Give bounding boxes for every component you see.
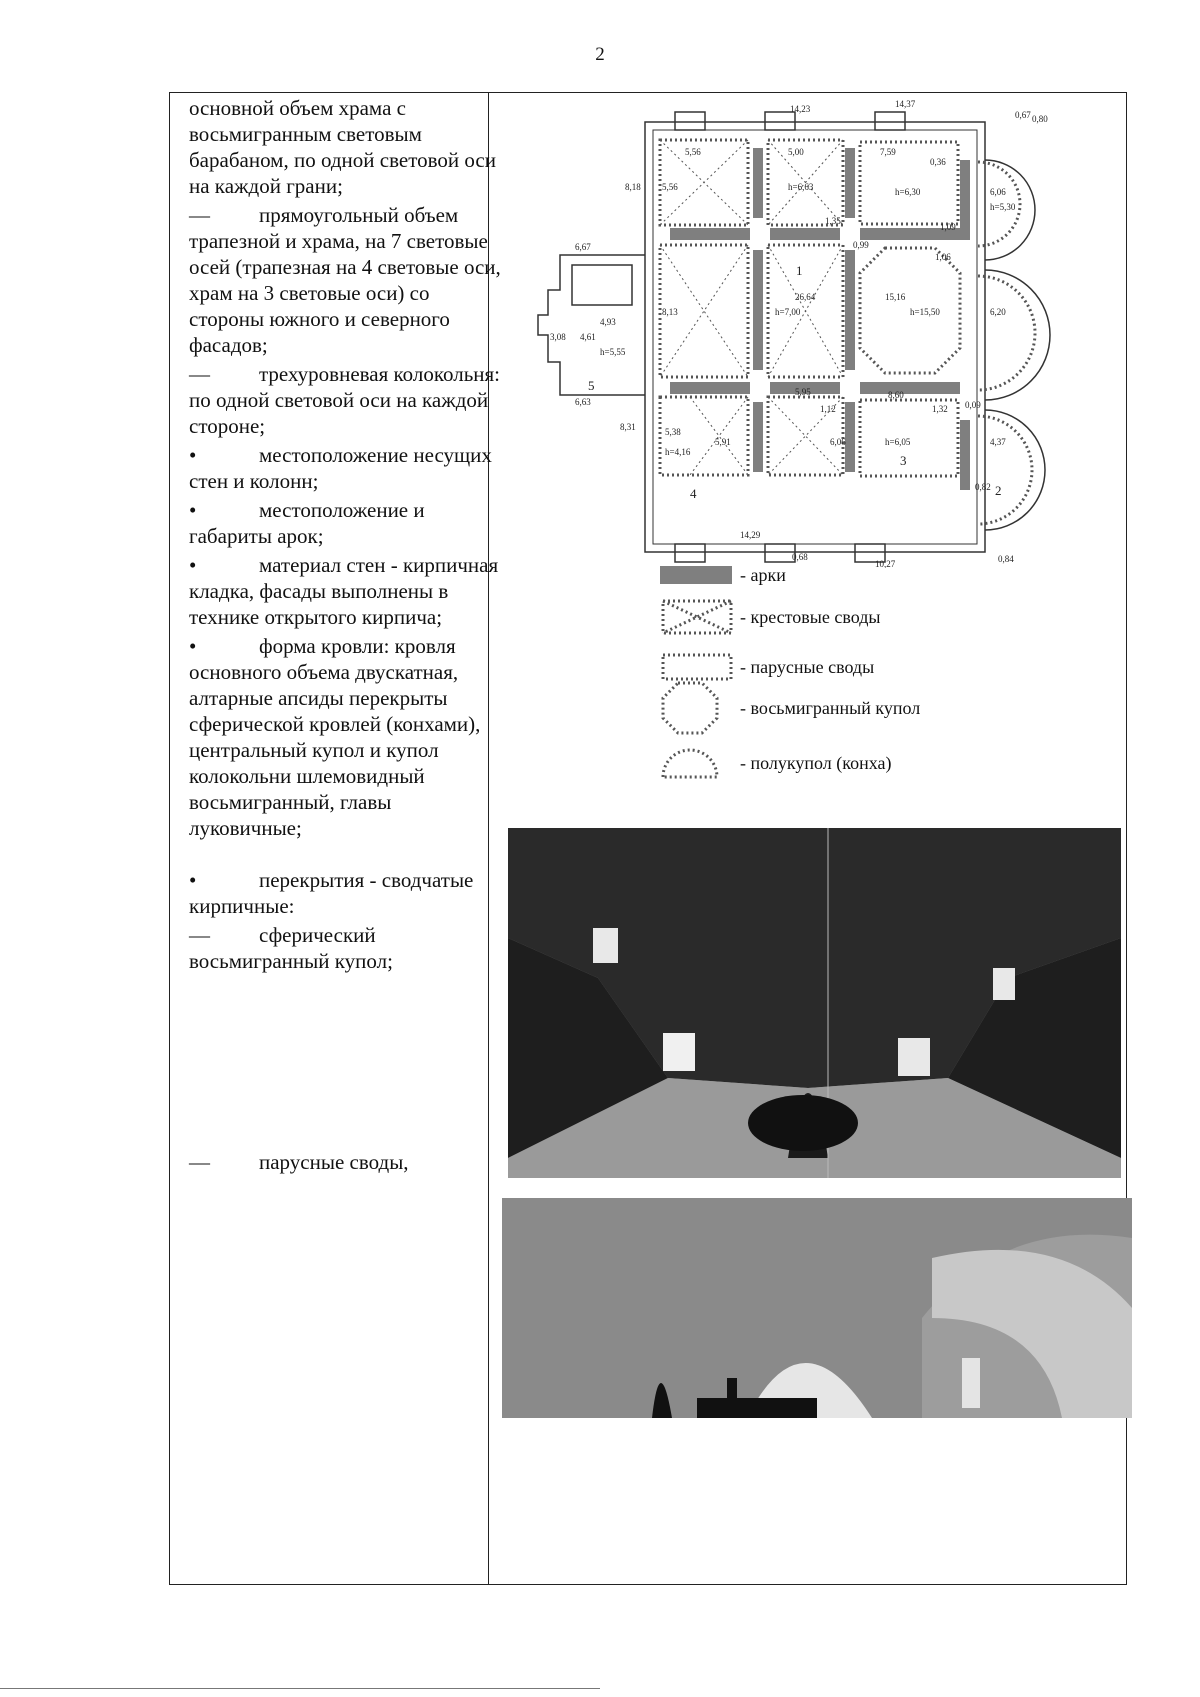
bullet-marker: • [189, 553, 197, 577]
para-text: прямоугольный объем трапезной и храма, на 7 световые осей (трапезная на 4 световые оси, храм на 3 световые оси) со стороны южного и северного фасадов; [189, 203, 501, 357]
dim-mid-c: 1,06 [935, 252, 951, 262]
page-number: 2 [595, 44, 605, 65]
dim-r1c1-side: 5,56 [662, 182, 678, 192]
para-text: парусные своды, [259, 1150, 409, 1174]
dash-marker: — [189, 362, 210, 386]
legend-item-arches [660, 555, 786, 595]
bullet-marker: • [189, 498, 197, 522]
dim-r2c2-h: h=7,00 [775, 307, 801, 317]
para-spherical-dome [189, 922, 504, 974]
plan-cross-vaults [660, 140, 843, 475]
room-label-3: 3 [900, 453, 907, 468]
dim-top-small: 14,37 [895, 100, 916, 109]
dash-marker: — [189, 923, 210, 947]
dim-mid-b: 1,09 [940, 222, 956, 232]
para-sail-vaults [189, 1149, 504, 1175]
bullet-marker: • [189, 443, 197, 467]
dash-marker: — [189, 1150, 210, 1174]
dim-bottom-total: 14,29 [740, 530, 761, 540]
dim-r2c2-b: 26,64 [795, 292, 816, 302]
plan-half-domes [978, 162, 1035, 524]
dash-marker: — [189, 203, 210, 227]
dim-apse-bot-a: 4,37 [990, 437, 1006, 447]
dim-oct-a: 15,16 [885, 292, 906, 302]
dim-r1c3: 7,59 [880, 147, 896, 157]
para-text: форма кровли: кровля основного объема двускатная, алтарные апсиды перекрыты сферической кровлей (конхами), центральный купол и купол колокольни шлемовидный восьмигранный, главы луковичные; [189, 634, 481, 840]
plan-walls [538, 112, 1050, 562]
legend-item-cross-vaults [660, 597, 880, 637]
dim-apse-top-a: 6,06 [990, 187, 1006, 197]
legend-item-half-dome [660, 743, 891, 783]
dim-bottom-b: 10,27 [875, 559, 896, 568]
dim-apse-top-h: h=5,30 [990, 202, 1016, 212]
room-label-1: 1 [796, 263, 803, 278]
room-label-5: 5 [588, 378, 595, 393]
bullet-marker: • [189, 634, 197, 658]
dome-interior-photo [508, 828, 1121, 1178]
dim-left-a: 8,18 [625, 182, 641, 192]
dim-mid-a: 1,35 [825, 216, 841, 226]
dim-porch-a: 3,08 [550, 332, 566, 342]
octagonal-dome-icon [660, 688, 740, 728]
half-dome-icon [660, 743, 740, 783]
legend-label: - полукупол (конха) [740, 752, 892, 773]
description-column [189, 95, 504, 1178]
dim-r3c1-c: 5,91 [715, 437, 731, 447]
dim-r1c1: 5,56 [685, 147, 701, 157]
dim-r3c3-b: 1,32 [932, 404, 948, 414]
para-text: сферический восьмигранный купол; [189, 923, 393, 973]
para-wall-material [189, 552, 504, 630]
dim-r1c2-h: h=6,63 [788, 182, 814, 192]
para-walls-location [189, 442, 504, 494]
dim-r1c3-b: 0,36 [930, 157, 946, 167]
dim-porch-c: 4,93 [600, 317, 616, 327]
dim-top-right-b: 0,80 [1032, 114, 1048, 124]
dim-porch-h: h=5,55 [600, 347, 626, 357]
dim-left-d: 6,63 [575, 397, 591, 407]
dim-r1c3-h: h=6,30 [895, 187, 921, 197]
para-text: перекрытия - сводчатые кирпичные: [189, 868, 474, 918]
dim-top-total: 14,23 [790, 104, 811, 114]
dim-r1c2: 5,00 [788, 147, 804, 157]
para-rectangular-volume [189, 202, 504, 358]
dim-mid-d: 0,99 [853, 240, 869, 250]
dim-apse-mid: 6,20 [990, 307, 1006, 317]
floor-plan [520, 100, 1118, 568]
legend-label: - крестовые своды [740, 606, 881, 627]
para-text: местоположение несущих стен и колонн; [189, 443, 492, 493]
scan-edge-line [0, 1688, 600, 1689]
room-label-4: 4 [690, 486, 697, 501]
bullet-marker: • [189, 868, 197, 892]
room-label-2: 2 [995, 483, 1002, 498]
para-bell-tower [189, 361, 504, 439]
dim-r3c1-b: h=4,16 [665, 447, 691, 457]
dim-porch-b: 4,61 [580, 332, 596, 342]
dim-bottom-a: 0,68 [792, 552, 808, 562]
dim-oct-h: h=15,50 [910, 307, 940, 317]
para-text: материал стен - кирпичная кладка, фасады выполнены в технике открытого кирпича; [189, 553, 499, 629]
arch-swatch-icon [660, 555, 740, 595]
dim-left-c: 8,31 [620, 422, 636, 432]
dim-r3c3-h: h=6,05 [885, 437, 911, 447]
dim-apse-bot-b: 0,09 [965, 400, 981, 410]
dim-left-b: 6,67 [575, 242, 591, 252]
para-arches-location [189, 497, 504, 549]
vault-interior-photo [502, 1198, 1132, 1418]
dim-r3c3-a: 1,12 [820, 404, 836, 414]
dim-r3c3-c: 6,06 [830, 437, 846, 447]
dim-r3-top-a: 5,95 [795, 387, 811, 397]
dim-apse-bot-c: 0,82 [975, 482, 991, 492]
para-roof-shape [189, 633, 504, 841]
dim-r3-top-b: 8,60 [888, 390, 904, 400]
legend-item-octagonal-dome [660, 688, 920, 728]
dim-bottom-c: 0,84 [998, 554, 1014, 564]
para-text: трехуровневая колокольня: по одной световой оси на каждой стороне; [189, 362, 501, 438]
para-ceilings [189, 867, 504, 919]
para-main-volume: основной объем храма с восьмигранным световым барабаном, по одной световой оси на каждой грани; [189, 96, 496, 198]
dim-top-right-a: 0,67 [1015, 110, 1031, 120]
legend-label: - парусные своды [740, 656, 875, 677]
cross-vault-icon [660, 597, 740, 637]
legend-label: - арки [740, 564, 786, 585]
legend-label: - восьмигранный купол [740, 697, 921, 718]
dim-r3c1-a: 5,38 [665, 427, 681, 437]
para-text: местоположение и габариты арок; [189, 498, 425, 548]
dim-r2c1-w: 8,13 [662, 307, 678, 317]
